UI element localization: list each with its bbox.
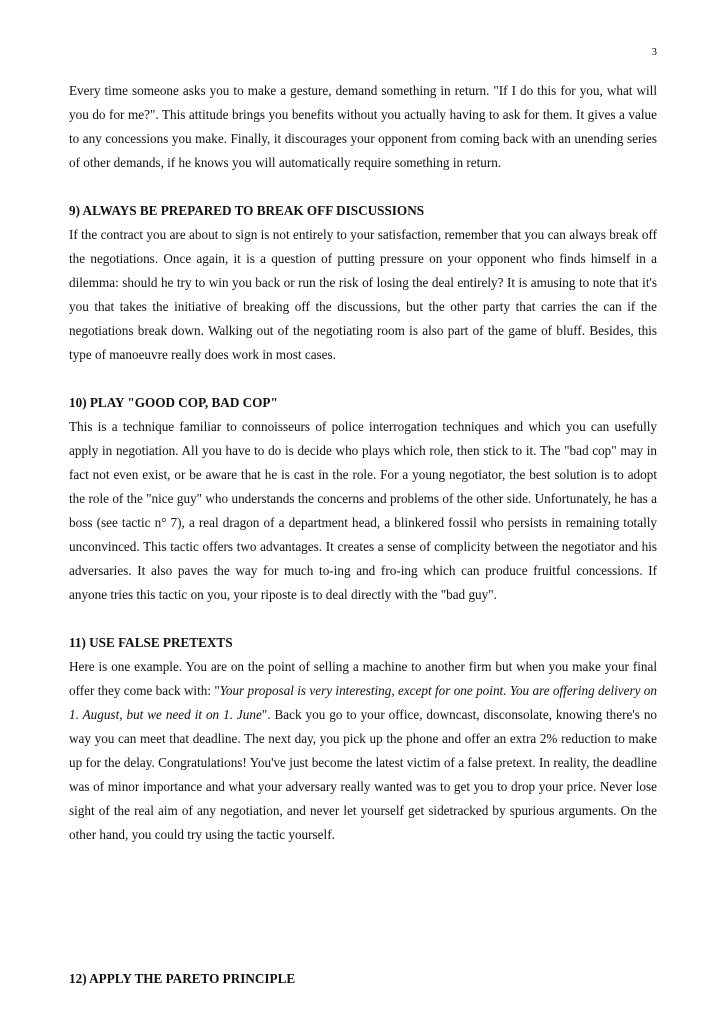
intro-paragraph: Every time someone asks you to make a gesture, demand something in return. "If I do this for you, what will you do for me?". This attitude brings you benefits without you actually having to ask for them. It gives a value to any concessions you make. Finally, it discourages your opponent from coming back with an unending series of other demands, if he knows you will automatically require something in return. <box>69 83 657 170</box>
page-number: 3 <box>651 46 657 58</box>
document-body <box>69 79 657 991</box>
paragraph-spacer <box>69 175 657 199</box>
paragraph-spacer <box>69 367 657 391</box>
section-9-heading: 9) ALWAYS BE PREPARED TO BREAK OFF DISCUSSIONS <box>69 203 425 218</box>
section-11-text-end: ". Back you go to your office, downcast, disconsolate, knowing there's no way you can meet that deadline. The next day, you pick up the phone and offer an extra 2% reduction to make up for the delay. Congratulations! You've just become the latest victim of a false pretext. In reality, the deadline was of minor importance and what your adversary really wanted was to get you to drop your price. Never lose sight of the real aim of any negotiation, and never let yourself get sidetracked by spurious arguments. On the other hand, you could try using the tactic yourself. <box>69 707 658 842</box>
section-10-paragraph: This is a technique familiar to connoisseurs of police interrogation techniques and which you can usefully apply in negotiation. All you have to do is decide who plays which role, then stick to it. The "bad cop" may in fact not even exist, or be aware that he is cast in the role. For a young negotiator, the best solution is to adopt the role of the "nice guy" who understands the concerns and problems of the other side. Unfortunately, he has a boss (see tactic n° 7), a real dragon of a department head, a blinkered fossil who persists in remaining totally unconvinced. This tactic offers two advantages. It creates a sense of complicity between the negotiator and his adversaries. It also paves the way for much to-ing and fro-ing which can produce fruitful concessions. If anyone tries this tactic on you, your riposte is to deal directly with the "bad guy". <box>69 419 657 602</box>
section-11-paragraph <box>69 655 657 847</box>
section-9-paragraph: If the contract you are about to sign is not entirely to your satisfaction, remember that you can always break off the negotiations. Once again, it is a question of putting pressure on your opponent who finds himself in a dilemma: should he try to win you back or run the risk of losing the deal entirely? It is amusing to note that it's you that takes the initiative of breaking off the discussions, but the other party that carries the can if the negotiations break down. Walking out of the negotiating room is also part of the game of bluff. Besides, this type of manoeuvre really does work in most cases. <box>69 227 657 362</box>
section-11-quote: Your proposal is very interesting, except for one point. You are offering delivery on 1. August, but we need it on 1. June <box>69 683 657 722</box>
section-12-heading: 12) APPLY THE PARETO PRINCIPLE <box>69 971 296 986</box>
section-11-text-start: Here is one example. You are on the point of selling a machine to another firm but when you make your final offer they come back with: " <box>69 659 657 698</box>
paragraph-spacer <box>69 607 657 631</box>
section-11-heading: 11) USE FALSE PRETEXTS <box>69 635 233 650</box>
section-10-heading: 10) PLAY "GOOD COP, BAD COP" <box>69 395 278 410</box>
section-spacer <box>69 847 657 967</box>
